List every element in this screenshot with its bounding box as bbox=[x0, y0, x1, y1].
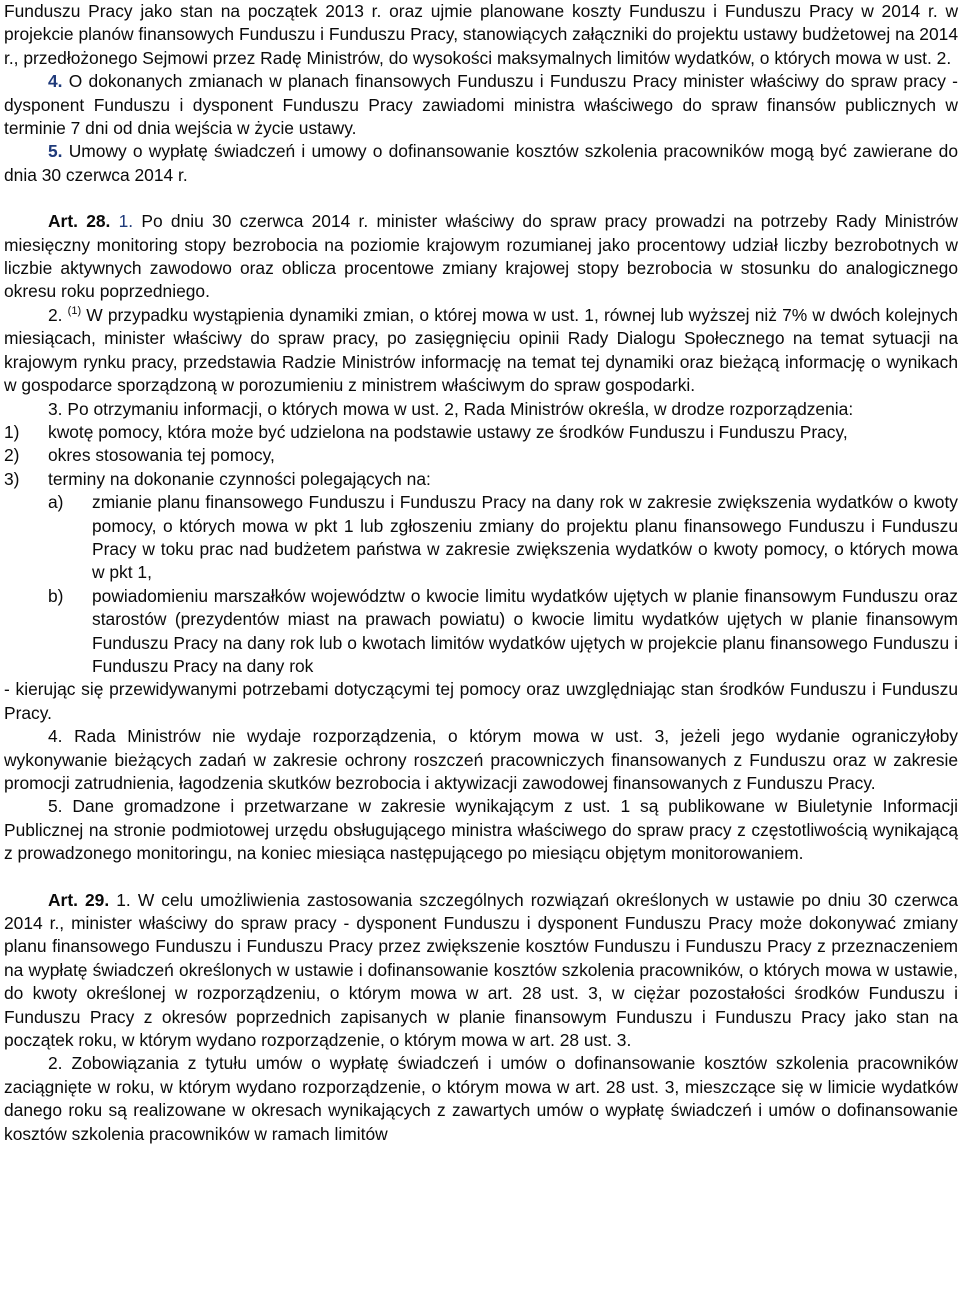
paragraph-number: 5. bbox=[48, 796, 63, 817]
paragraph-text: Dane gromadzone i przetwarzane w zakresie wynikającym z ust. 1 są publikowane w Biuletynie Informacji Publicznej na stronie podmiotowej urzędu obsługującego ministra właściwego do spraw pracy z częstotliwością wynikającą z prowadzonego monitoringu, na koniec miesiąca następującego po miesiącu objętym monitorowaniem. bbox=[4, 796, 958, 864]
list-item bbox=[4, 421, 958, 444]
list-item-text: terminy na dokonanie czynności polegających na: bbox=[48, 468, 431, 489]
list-item bbox=[4, 468, 958, 491]
footnote-marker: (1) bbox=[67, 305, 82, 318]
paragraph-number: 3. bbox=[48, 398, 63, 419]
paragraph-number: 2. bbox=[48, 1053, 63, 1074]
list-item-label: 1) bbox=[4, 421, 20, 442]
art-28-paragraph-4 bbox=[4, 725, 958, 795]
paragraph-text: Rada Ministrów nie wydaje rozporządzenia, o którym mowa w ust. 3, jeżeli jego wydanie ograniczyłoby wykonywanie bieżących zadań w zakresie ochrony roszczeń pracowniczych finansowanych z Funduszu oraz w zakresie promocji zatrudnienia, łagodzenia skutków bezrobocia i aktywizacji zawodowej finansowanych z Funduszu Pracy. bbox=[4, 726, 958, 793]
list-item-text: okres stosowania tej pomocy, bbox=[48, 445, 275, 466]
sub-list-item bbox=[4, 585, 958, 679]
article-heading: Art. 29. bbox=[48, 889, 110, 910]
list-item bbox=[4, 444, 958, 467]
closing-clause: - kierując się przewidywanymi potrzebami dotyczącymi tej pomocy oraz uwzględniając stan środków Funduszu i Funduszu Pracy. bbox=[4, 679, 958, 723]
sub-list-item-label: a) bbox=[48, 492, 64, 513]
article-heading: Art. 28. bbox=[48, 211, 111, 232]
art-28-paragraph-2 bbox=[4, 304, 958, 398]
sub-list-item-text: zmianie planu finansowego Funduszu i Funduszu Pracy na dany rok w zakresie zwiększenia wydatków o kwoty pomocy, o których mowa w pkt 1 lub zgłoszeniu zmiany do projektu planu finansowego Funduszu i Funduszu Pracy w toku prac nad budżetem państwa w zakresie zwiększenia wydatków o kwoty pomocy, o których mowa w pkt 1, bbox=[92, 492, 958, 583]
paragraph-text: W przypadku wystąpienia dynamiki zmian, o której mowa w ust. 1, równej lub wyższej niż 7% w dwóch kolejnych miesiącach, minister właściwy do spraw pracy, po zasięgnięciu opinii Rady Dialogu Społecznego na temat sytuacji na krajowym rynku pracy, przedstawia Radzie Ministrów informację na temat tej dynamiki oraz bieżącą informację o wynikach w gospodarce sporządzoną w porozumieniu z ministrem właściwym do spraw gospodarki. bbox=[4, 304, 958, 396]
paragraph-text: Zobowiązania z tytułu umów o wypłatę świadczeń i umów o dofinansowanie kosztów szkolenia pracowników zaciągnięte w roku, w którym wydano rozporządzenie, o którym mowa w art. 28 ust. 3, mieszczące się w limicie wydatków danego roku są realizowane w okresach wynikających z zawartych umów o wypłatę świadczeń i umów o dofinansowanie kosztów szkolenia pracowników w ramach limitów bbox=[4, 1053, 958, 1144]
art-29-paragraph-2 bbox=[4, 1052, 958, 1146]
list-item-text: kwotę pomocy, która może być udzielona na podstawie ustawy ze środków Funduszu i Funduszu Pracy, bbox=[48, 421, 848, 442]
list-item-label: 2) bbox=[4, 445, 20, 466]
paragraph-text: W celu umożliwienia zastosowania szczególnych rozwiązań określonych w ustawie po dniu 30 czerwca 2014 r., minister właściwy do spraw pracy - dysponent Funduszu i dysponent Funduszu Pracy może dokonywać zmiany planu finansowego Funduszu i Funduszu Pracy przez zwiększenie kosztów Funduszu i Funduszu Pracy z przeznaczeniem na wypłatę świadczeń określonych w ustawie i dofinansowanie kosztów szkolenia pracowników, o których mowa w ustawie, do kwoty określonej w rozporządzeniu, o którym mowa w art. 28 ust. 3, w ciężar pozostałości środków Funduszu i Funduszu Pracy z okresów poprzednich zapisanych w planie finansowym Funduszu i Funduszu Pracy jako stan na początek roku, w którym wydano rozporządzenie, o którym mowa w art. 28 ust. 3. bbox=[4, 889, 959, 1051]
art-28-paragraph-1 bbox=[4, 210, 958, 304]
paragraph-number: 4. bbox=[48, 71, 63, 92]
paragraph-number: 4. bbox=[48, 726, 63, 747]
paragraph-number: 5. bbox=[48, 141, 63, 162]
paragraph-number: 1. bbox=[116, 889, 131, 910]
paragraph-text: Umowy o wypłatę świadczeń i umowy o dofinansowanie kosztów szkolenia pracowników mogą być zawierane do dnia 30 czerwca 2014 r. bbox=[4, 141, 958, 185]
intro-paragraph: Funduszu Pracy jako stan na początek 2013 r. oraz ujmie planowane koszty Funduszu i Funduszu Pracy w 2014 r. w projekcie planów finansowych Funduszu i Funduszu Pracy, stanowiących załączniki do projektu ustawy budżetowej na 2014 r., przedłożonego Sejmowi przez Radę Ministrów, do wysokości maksymalnych limitów wydatków, o których mowa w ust. 2. bbox=[4, 1, 958, 68]
art-29-paragraph-1 bbox=[4, 889, 958, 1053]
paragraph-text: Po otrzymaniu informacji, o których mowa w ust. 2, Rada Ministrów określa, w drodze rozporządzenia: bbox=[67, 398, 854, 419]
art-28-paragraph-5 bbox=[4, 795, 958, 865]
paragraph-text: Po dniu 30 czerwca 2014 r. minister właściwy do spraw pracy prowadzi na potrzeby Rady Ministrów miesięczny monitoring stopy bezrobocia na poziomie krajowym rozumianej jako procentowy udział liczby bezrobotnych w liczbie aktywnych zawodowo oraz oblicza procentowe zmiany krajowej stopy bezrobocia w stosunku do analogicznego okresu roku poprzedniego. bbox=[4, 211, 958, 302]
art-28-paragraph-3 bbox=[4, 398, 958, 421]
sub-list-item bbox=[4, 491, 958, 585]
sub-list-item-label: b) bbox=[48, 585, 64, 606]
paragraph-number: 2. bbox=[48, 304, 63, 325]
list-item-label: 3) bbox=[4, 468, 20, 489]
paragraph-number: 1. bbox=[118, 211, 134, 232]
spacer bbox=[4, 866, 958, 889]
paragraph-5 bbox=[4, 140, 958, 187]
sub-list-item-text: powiadomieniu marszałków województw o kwocie limitu wydatków ujętych w planie finansowym Funduszu oraz starostów (prezydentów miast na prawach powiatu) o kwocie limitu wydatków ujętych w planie finansowym Funduszu Pracy na dany rok lub o kwotach limitów wydatków ujętych w projekcie planu finansowego Funduszu i Funduszu Pracy na dany rok bbox=[92, 585, 958, 676]
spacer bbox=[4, 187, 958, 210]
document-page bbox=[4, 0, 958, 1146]
paragraph-text: O dokonanych zmianach w planach finansowych Funduszu i Funduszu Pracy minister właściwy do spraw pracy - dysponent Funduszu i dysponent Funduszu Pracy zawiadomi ministra właściwego do spraw finansów publicznych w terminie 7 dni od dnia wejścia w życie ustawy. bbox=[4, 71, 958, 139]
paragraph-4 bbox=[4, 70, 958, 140]
